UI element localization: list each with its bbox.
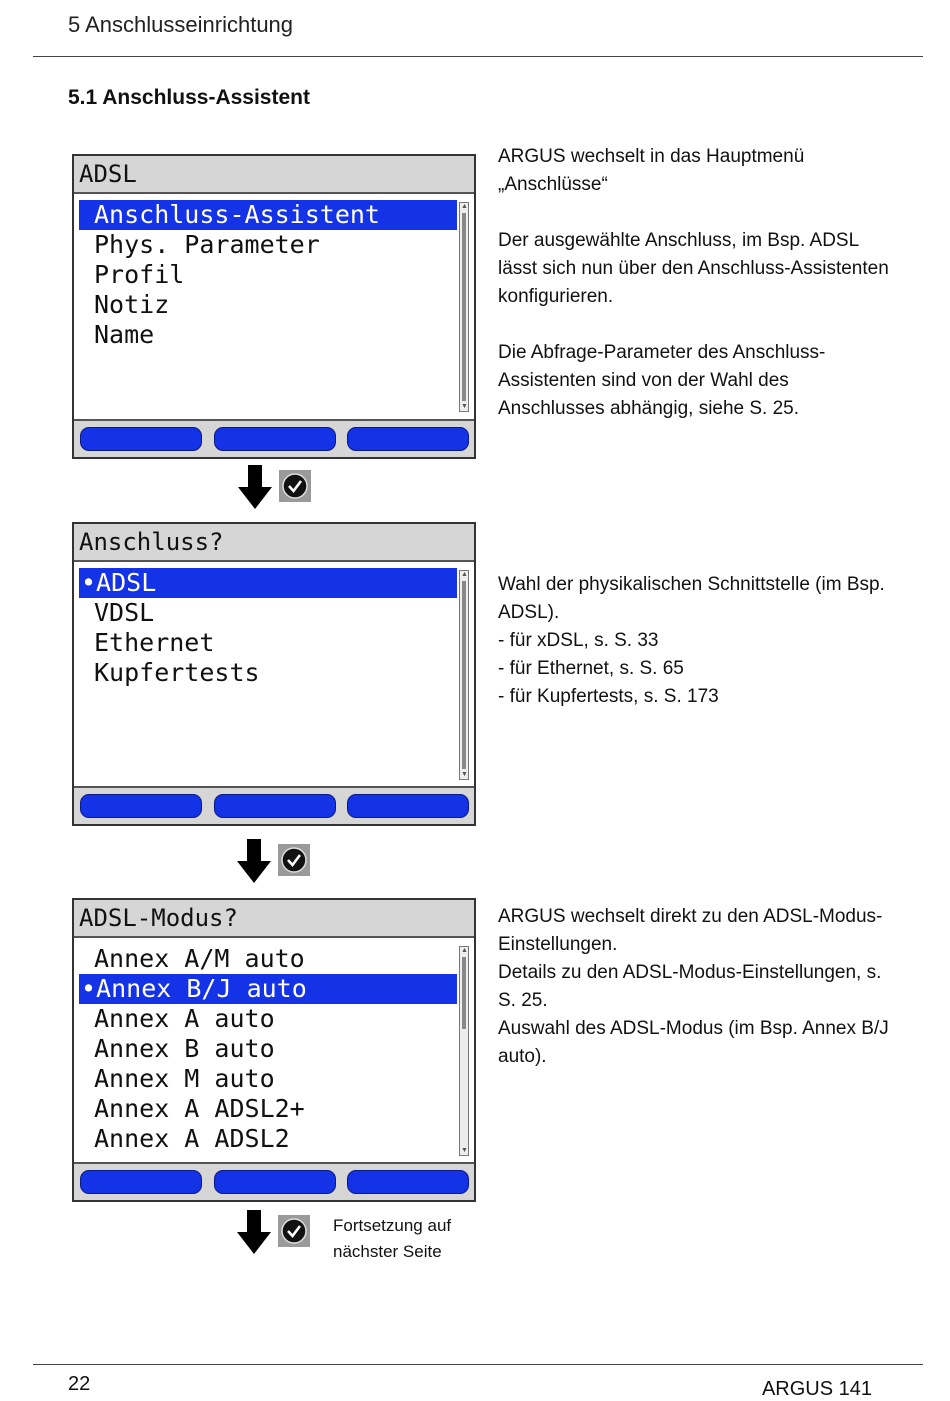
continuation-line: Fortsetzung auf: [333, 1216, 452, 1235]
screen-anschluss: [72, 522, 476, 826]
continuation-line: nächster Seite: [333, 1242, 442, 1261]
scroll-down-icon[interactable]: ▼: [461, 403, 468, 410]
scrollbar[interactable]: [459, 570, 469, 780]
description-step3: [498, 903, 898, 1071]
softkey-middle[interactable]: [214, 1170, 336, 1194]
menu-item[interactable]: Annex A ADSL2+: [94, 1094, 305, 1123]
checkmark-icon: [279, 470, 311, 502]
softkey-bar: [74, 419, 474, 457]
scroll-up-icon[interactable]: ▲: [461, 571, 468, 578]
scroll-thumb[interactable]: [462, 581, 466, 769]
menu-item[interactable]: Annex A/M auto: [94, 944, 305, 973]
screen-title: ADSL-Modus?: [74, 900, 474, 938]
menu-item[interactable]: •Annex B/J auto: [79, 974, 457, 1004]
menu-item[interactable]: Anschluss-Assistent: [79, 200, 457, 230]
scroll-down-icon[interactable]: ▼: [461, 1147, 468, 1154]
menu-list: [74, 938, 474, 1154]
description-list-item: - für Kupfertests, s. S. 173: [498, 686, 719, 707]
description-list-item: - für Ethernet, s. S. 65: [498, 658, 684, 679]
arrow-down-icon: [237, 1210, 271, 1254]
chapter-title: 5 Anschlusseinrichtung: [68, 12, 294, 37]
description-list-item: - für xDSL, s. S. 33: [498, 630, 659, 651]
product-name: ARGUS 141: [761, 1378, 872, 1400]
menu-item[interactable]: Notiz: [94, 290, 170, 319]
screen-adsl-modus: [72, 898, 476, 1202]
description-paragraph: Der ausgewählte Anschluss, im Bsp. ADSL lässt sich nun über den Anschluss-Assistenten konfigurieren.: [498, 230, 889, 307]
menu-item[interactable]: Name: [94, 320, 155, 349]
description-paragraph: Wahl der physikalischen Schnittstelle (im Bsp. ADSL).: [498, 574, 885, 623]
menu-item[interactable]: Profil: [94, 260, 185, 289]
scroll-thumb[interactable]: [462, 213, 466, 401]
scroll-down-icon[interactable]: ▼: [461, 771, 468, 778]
checkmark-icon: [278, 844, 310, 876]
arrow-down-icon: [238, 465, 272, 509]
header-rule: [33, 56, 923, 57]
scroll-up-icon[interactable]: ▲: [461, 947, 468, 954]
scrollbar[interactable]: [459, 202, 469, 412]
softkey-left[interactable]: [80, 427, 202, 451]
continuation-note: [333, 1213, 451, 1265]
arrow-down-icon: [237, 839, 271, 883]
softkey-middle[interactable]: [214, 427, 336, 451]
menu-item[interactable]: Annex M auto: [94, 1064, 275, 1093]
softkey-left[interactable]: [80, 794, 202, 818]
footer-rule: [33, 1364, 923, 1365]
softkey-middle[interactable]: [214, 794, 336, 818]
softkey-right[interactable]: [347, 427, 469, 451]
menu-list: [74, 194, 474, 410]
page-number: 22: [68, 1373, 91, 1395]
softkey-left[interactable]: [80, 1170, 202, 1194]
menu-item[interactable]: Phys. Parameter: [94, 230, 320, 259]
description-paragraph: ARGUS wechselt in das Hauptmenü „Anschlüsse“: [498, 146, 805, 195]
screen-adsl-menu: [72, 154, 476, 459]
description-paragraph: ARGUS wechselt direkt zu den ADSL-Modus-Einstellungen.: [498, 906, 883, 955]
menu-item[interactable]: •ADSL: [79, 568, 457, 598]
menu-list: [74, 562, 474, 778]
softkey-bar: [74, 786, 474, 824]
menu-item[interactable]: Ethernet: [94, 628, 215, 657]
softkey-right[interactable]: [347, 1170, 469, 1194]
description-paragraph: Die Abfrage-Parameter des Anschluss-Assistenten sind von der Wahl des Anschlusses abhängig, siehe S. 25.: [498, 342, 826, 419]
menu-item[interactable]: VDSL: [94, 598, 155, 627]
scroll-thumb[interactable]: [462, 957, 466, 1029]
checkmark-icon: [278, 1215, 310, 1247]
screen-title: Anschluss?: [74, 524, 474, 562]
softkey-bar: [74, 1162, 474, 1200]
menu-item[interactable]: Annex A auto: [94, 1004, 275, 1033]
description-paragraph: Auswahl des ADSL-Modus (im Bsp. Annex B/J auto).: [498, 1018, 889, 1067]
section-title: 5.1 Anschluss-Assistent: [68, 86, 310, 109]
menu-item[interactable]: Annex A ADSL2: [94, 1124, 290, 1153]
description-step2: [498, 571, 898, 711]
scroll-up-icon[interactable]: ▲: [461, 203, 468, 210]
softkey-right[interactable]: [347, 794, 469, 818]
scrollbar[interactable]: [459, 946, 469, 1156]
menu-item[interactable]: Kupfertests: [94, 658, 260, 687]
description-paragraph: Details zu den ADSL-Modus-Einstellungen, s. S. 25.: [498, 962, 882, 1011]
description-step1: [498, 143, 898, 423]
menu-item[interactable]: Annex B auto: [94, 1034, 275, 1063]
screen-title: ADSL: [74, 156, 474, 194]
